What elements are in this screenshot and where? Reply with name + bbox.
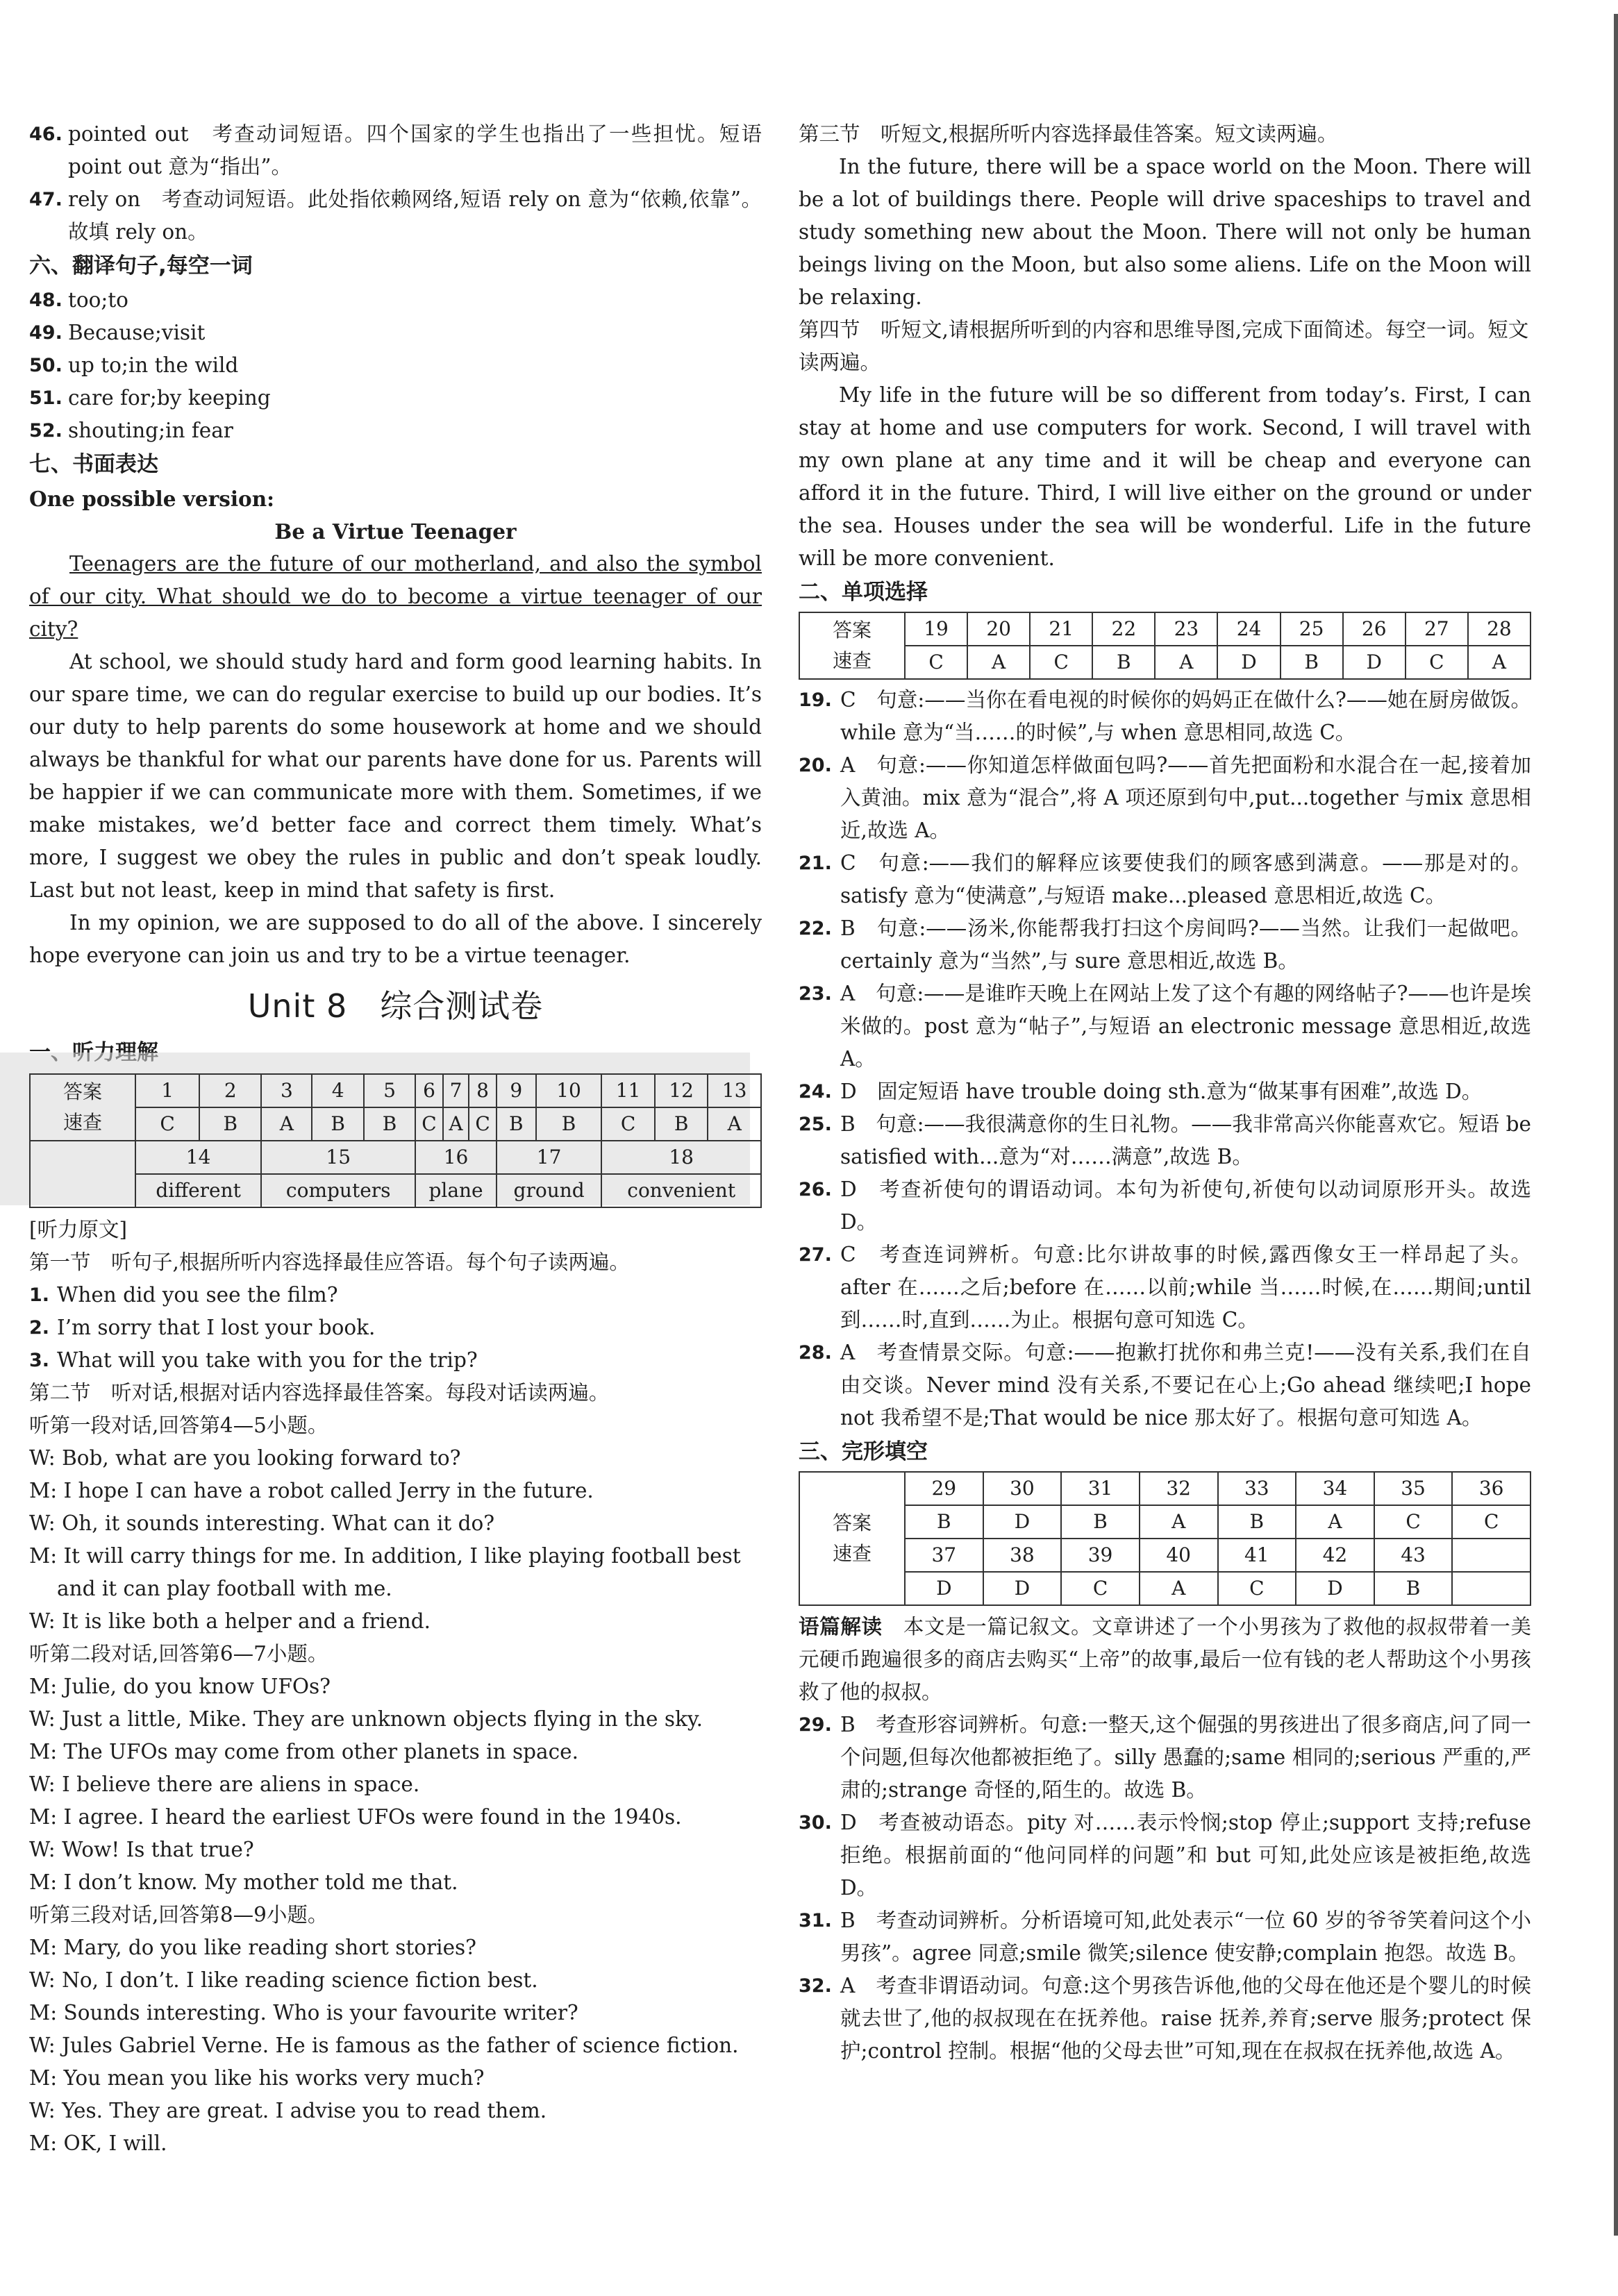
item-number: 22.	[799, 918, 832, 939]
item-number: 46.	[29, 124, 62, 145]
item-number: 30.	[799, 1812, 832, 1834]
item-text: A 考查非谓语动词。句意:这个男孩告诉他,他的父母在他还是个婴儿的时候就去世了,他的叔叔现在在抚养他。raise 抚养,养育;serve 服务;protect 保护;control 控制。根据“他的父母去世”可知,现在在叔叔在抚养他,故选 A。	[840, 1974, 1531, 2063]
table-cell: ground	[497, 1174, 602, 1207]
table-cell: A	[1155, 646, 1217, 679]
dialog-line: W: Wow! Is that true?	[29, 1838, 254, 1861]
dialog1-heading: 听第一段对话,回答第4—5小题。	[29, 1414, 328, 1437]
table-cell: C	[1406, 646, 1468, 679]
answer-item-26	[799, 1173, 1531, 1239]
dialog-line: M: Sounds interesting. Who is your favourite writer?	[29, 2001, 578, 2025]
item-text: What will you take with you for the trip?	[57, 1348, 478, 1372]
table-cell: B	[364, 1107, 415, 1141]
item-text: I’m sorry that I lost your book.	[57, 1316, 376, 1339]
item-text: C 句意:——我们的解释应该要使我们的顾客感到满意。——那是对的。satisfy 意为“使满意”,与短语 make...pleased 意思相近,故选 C。	[840, 851, 1531, 907]
dialog-line: M: OK, I will.	[29, 2131, 167, 2155]
item-number: 52.	[29, 420, 62, 442]
answer-item-27	[799, 1239, 1531, 1336]
table-cell: 26	[1343, 612, 1406, 646]
table-cell	[1452, 1539, 1531, 1572]
item-text: A 句意:——你知道怎样做面包吗?——首先把面粉和水混合在一起,接着加入黄油。mix 意为“混合”,将 A 项还原到句中,put...together 与mix 意思相近,故选 A。	[840, 753, 1531, 842]
table-cell: C	[905, 646, 967, 679]
table-cell: A	[1296, 1505, 1374, 1539]
table-cell: B	[1281, 646, 1343, 679]
table-cell: 37	[905, 1539, 983, 1572]
table-cell: 41	[1218, 1539, 1296, 1572]
answer-item-51	[29, 382, 762, 414]
table-cell: D	[1296, 1572, 1374, 1605]
item-number: 2.	[29, 1317, 50, 1339]
dialog-line: M: The UFOs may come from other planets in space.	[29, 1740, 578, 1763]
dialog-line: W: No, I don’t. I like reading science fiction best.	[29, 1968, 538, 1992]
table-cell: 34	[1296, 1472, 1374, 1505]
table-cell: 19	[905, 612, 967, 646]
item-number: 27.	[799, 1244, 832, 1266]
single-choice-answer-table	[799, 612, 1531, 680]
essay-paragraph-2: At school, we should study hard and form good learning habits. In our spare time, we can do regular exercise to build up our bodies. It’s our duty to help parents do some housework at home and we should always be thankful for what our parents have done for us. Parents will be happier if we can communicate more with them. Sometimes, if we make mistakes, we’d better face and correct them timely. What’s more, I suggest we obey the rules in public and don’t speak loudly. Last but not least, keep in mind that safety is first.	[29, 650, 762, 902]
answer-item-49	[29, 317, 762, 349]
part4-passage: My life in the future will be so different from today’s. First, I can stay at home and use computers for work. Second, I will travel with my own plane at any time and it will be cheap and everyone can afford it in the future. Third, I will live either on the ground or under the sea. Houses under the sea will be wonderful. Life in the future will be more convenient.	[799, 383, 1531, 570]
item-text: B 考查形容词辨析。句意:一整天,这个倔强的男孩进出了很多商店,问了同一个问题,但每次他都被拒绝了。silly 愚蠢的;same 相同的;serious 严重的,严肃的;strange 奇怪的,陌生的。故选 B。	[840, 1713, 1531, 1802]
dialog-line: M: You mean you like his works very much?	[29, 2066, 485, 2090]
essay-paragraph-3: In my opinion, we are supposed to do all of the above. I sincerely hope everyone can join us and try to be a virtue teenager.	[29, 911, 762, 967]
table-cell: C	[1374, 1505, 1453, 1539]
table-cell: 9	[497, 1074, 536, 1107]
dialog-line: W: It is like both a helper and a friend.	[29, 1609, 431, 1633]
table-cell: 4	[312, 1074, 363, 1107]
item-number: 26.	[799, 1179, 832, 1200]
cloze-answer-table	[799, 1471, 1531, 1606]
answer-item-19	[799, 684, 1531, 749]
part3-instruction: 第三节 听短文,根据所听内容选择最佳答案。短文读两遍。	[799, 122, 1338, 146]
item-text: C 句意:——当你在看电视的时候你的妈妈正在做什么?——她在厨房做饭。while 意为“当……的时候”,与 when 意思相同,故选 C。	[840, 688, 1531, 744]
item-text: D 考查祈使句的谓语动词。本句为祈使句,祈使句以动词原形开头。故选 D。	[840, 1178, 1531, 1234]
item-number: 31.	[799, 1910, 832, 1932]
item-number: 23.	[799, 983, 832, 1005]
item-text: A 考查情景交际。句意:——抱歉打扰你和弗兰克!——没有关系,我们在自由交谈。Never mind 没有关系,不要记在心上;Go ahead 继续吧;I hope not 我希望不是;That would be nice 那太好了。根据句意可知选 A。	[840, 1341, 1531, 1430]
essay-paragraph-1: Teenagers are the future of our motherland, and also the symbol of our city. What should we do to become a virtue teenager of our city?	[29, 552, 762, 641]
section-heading-translation: 六、翻译句子,每空一词	[29, 253, 253, 278]
table-cell: 16	[415, 1141, 497, 1174]
dialog-line: W: Jules Gabriel Verne. He is famous as the father of science fiction.	[29, 2034, 739, 2057]
item-text: C 考查连词辨析。句意:比尔讲故事的时候,露西像女王一样昂起了头。after 在……之后;before 在……以前;while 当……时候,在……期间;until 到……时,直到……为止。根据句意可知选 C。	[840, 1243, 1531, 1332]
table-cell: 13	[708, 1074, 761, 1107]
item-text: B 考查动词辨析。分析语境可知,此处表示“一位 60 岁的爷爷笑着问这个小男孩”。agree 同意;smile 微笑;silence 使安静;complain 抱怨。故选 B。	[840, 1909, 1531, 1965]
passage-analysis	[799, 1610, 1531, 1709]
table-cell: 20	[967, 612, 1030, 646]
table-cell: 1	[135, 1074, 199, 1107]
table-cell: A	[1468, 646, 1531, 679]
part3-passage: In the future, there will be a space world on the Moon. There will be a lot of buildings there. People will drive spaceships to travel and study something new about the Moon. There will not only be human beings living on the Moon, but also some aliens. Life on the Moon will be relaxing.	[799, 155, 1531, 309]
table-cell: D	[983, 1505, 1062, 1539]
part4-instruction: 第四节 听短文,请根据所听到的内容和思维导图,完成下面简述。每空一词。短文读两遍。	[799, 318, 1529, 374]
item-text: When did you see the film?	[57, 1283, 338, 1307]
table-cell: B	[1061, 1505, 1140, 1539]
table-cell: C	[135, 1107, 199, 1141]
answer-item-22	[799, 912, 1531, 978]
dialog-line: W: I believe there are aliens in space.	[29, 1773, 420, 1796]
table-cell: 10	[536, 1074, 602, 1107]
table-cell: B	[536, 1107, 602, 1141]
table-label: 答案 速查	[799, 612, 905, 679]
dialog2-heading: 听第二段对话,回答第6—7小题。	[29, 1642, 328, 1666]
answer-item-48	[29, 284, 762, 317]
item-number: 28.	[799, 1342, 832, 1364]
item-number: 32.	[799, 1975, 832, 1997]
table-cell: 31	[1061, 1472, 1140, 1505]
table-cell: B	[1374, 1572, 1453, 1605]
table-cell: computers	[261, 1174, 415, 1207]
left-column	[29, 118, 762, 2160]
answer-item-29	[799, 1709, 1531, 1807]
table-cell: 18	[601, 1141, 761, 1174]
table-cell: 22	[1092, 612, 1155, 646]
answer-item-23	[799, 978, 1531, 1075]
table-cell: D	[1217, 646, 1280, 679]
dialog-line: W: Yes. They are great. I advise you to read them.	[29, 2099, 547, 2122]
table-cell: B	[1218, 1505, 1296, 1539]
table-cell: 17	[497, 1141, 602, 1174]
table-cell: C	[415, 1107, 443, 1141]
section-heading-writing: 七、书面表达	[29, 452, 158, 477]
table-cell: 35	[1374, 1472, 1453, 1505]
answer-item-46	[29, 118, 762, 183]
item-number: 21.	[799, 853, 832, 874]
possible-version-label: One possible version:	[29, 487, 275, 511]
table-cell: A	[261, 1107, 312, 1141]
right-column	[799, 118, 1531, 2068]
answer-item-31	[799, 1904, 1531, 1970]
answer-item-21	[799, 847, 1531, 912]
transcript-item-1	[29, 1279, 762, 1312]
table-cell: 23	[1155, 612, 1217, 646]
item-text: D 考查被动语态。pity 对……表示怜悯;stop 停止;support 支持;refuse 拒绝。根据前面的“他问同样的问题”和 but 可知,此处应该是被拒绝,故选 D。	[840, 1811, 1531, 1900]
listening-answer-table	[29, 1073, 762, 1208]
table-cell: B	[312, 1107, 363, 1141]
item-number: 29.	[799, 1714, 832, 1736]
dialog-line: W: Oh, it sounds interesting. What can it do?	[29, 1511, 495, 1535]
table-cell: C	[1452, 1505, 1531, 1539]
dialog-line: M: Julie, do you know UFOs?	[29, 1675, 331, 1698]
item-number: 20.	[799, 755, 832, 776]
dialog-line: M: Mary, do you like reading short stories?	[29, 1936, 476, 1959]
table-cell: C	[1218, 1572, 1296, 1605]
table-cell: 15	[261, 1141, 415, 1174]
table-cell: C	[469, 1107, 497, 1141]
transcript-heading: [听力原文]	[29, 1218, 128, 1241]
table-cell: 39	[1061, 1539, 1140, 1572]
passage-analysis-text: 本文是一篇记叙文。文章讲述了一个小男孩为了救他的叔叔带着一美元硬币跑遍很多的商店去购买“上帝”的故事,最后一位有钱的老人帮助这个小男孩救了他的叔叔。	[799, 1615, 1531, 1704]
item-number: 49.	[29, 322, 62, 344]
item-text: A 句意:——是谁昨天晚上在网站上发了这个有趣的网络帖子?——也许是埃米做的。post 意为“帖子”,与短语 an electronic message 意思相近,故选 A。	[840, 982, 1531, 1071]
table-cell: 8	[469, 1074, 497, 1107]
item-number: 19.	[799, 689, 832, 711]
dialog-line: M: It will carry things for me. In addition, I like playing football best and it can play football with me.	[29, 1544, 741, 1600]
table-cell: 25	[1281, 612, 1343, 646]
table-cell: 11	[601, 1074, 655, 1107]
table-cell: 32	[1140, 1472, 1218, 1505]
table-cell	[1452, 1572, 1531, 1605]
answer-item-50	[29, 349, 762, 382]
item-number: 47.	[29, 189, 62, 210]
item-text: care for;by keeping	[68, 386, 271, 410]
answer-item-52	[29, 414, 762, 447]
item-text: pointed out 考查动词短语。四个国家的学生也指出了一些担忧。短语point out 意为“指出”。	[68, 122, 762, 178]
item-number: 24.	[799, 1081, 832, 1103]
item-text: too;to	[68, 288, 128, 312]
dialog-line: W: Just a little, Mike. They are unknown objects flying in the sky.	[29, 1707, 703, 1731]
table-cell: A	[1140, 1572, 1218, 1605]
answer-item-47	[29, 183, 762, 249]
item-text: up to;in the wild	[68, 353, 239, 377]
item-text: B 句意:——我很满意你的生日礼物。——我非常高兴你能喜欢它。短语 be satisfied with...意为“对……满意”,故选 B。	[840, 1112, 1531, 1168]
table-cell: C	[1061, 1572, 1140, 1605]
table-cell: 7	[443, 1074, 469, 1107]
table-cell: D	[983, 1572, 1062, 1605]
essay-title: Be a Virtue Teenager	[274, 519, 517, 544]
part2-instruction: 第二节 听对话,根据对话内容选择最佳答案。每段对话读两遍。	[29, 1381, 610, 1405]
item-text: shouting;in fear	[68, 419, 233, 442]
table-label	[30, 1141, 135, 1207]
table-cell: 40	[1140, 1539, 1218, 1572]
dialog-line: W: Bob, what are you looking forward to?	[29, 1446, 461, 1470]
table-cell: 42	[1296, 1539, 1374, 1572]
table-cell: B	[1092, 646, 1155, 679]
item-number: 51.	[29, 387, 62, 409]
section-heading-cloze: 三、完形填空	[799, 1439, 928, 1464]
part1-instruction: 第一节 听句子,根据所听内容选择最佳应答语。每个句子读两遍。	[29, 1250, 630, 1274]
table-cell: 12	[655, 1074, 708, 1107]
table-cell: D	[905, 1572, 983, 1605]
item-text: D 固定短语 have trouble doing sth.意为“做某事有困难”,故选 D。	[840, 1080, 1483, 1103]
table-cell: D	[1343, 646, 1406, 679]
item-number: 1.	[29, 1284, 50, 1306]
table-cell: 33	[1218, 1472, 1296, 1505]
section-heading-single-choice: 二、单项选择	[799, 580, 928, 605]
dialog-line: M: I agree. I heard the earliest UFOs were found in the 1940s.	[29, 1805, 682, 1829]
transcript-item-2	[29, 1312, 762, 1344]
table-cell: B	[199, 1107, 261, 1141]
table-cell: convenient	[601, 1174, 761, 1207]
table-cell: A	[443, 1107, 469, 1141]
table-cell: plane	[415, 1174, 497, 1207]
answer-item-32	[799, 1970, 1531, 2068]
unit-title: Unit 8 综合测试卷	[247, 987, 544, 1025]
table-cell: B	[905, 1505, 983, 1539]
answer-item-28	[799, 1336, 1531, 1434]
table-cell: 30	[983, 1472, 1062, 1505]
table-cell: A	[708, 1107, 761, 1141]
table-cell: B	[497, 1107, 536, 1141]
table-label: 答案 速查	[30, 1074, 135, 1141]
item-text: Because;visit	[68, 321, 206, 344]
table-cell: 38	[983, 1539, 1062, 1572]
item-number: 50.	[29, 355, 62, 376]
table-cell: 43	[1374, 1539, 1453, 1572]
table-cell: 14	[135, 1141, 261, 1174]
table-cell: A	[967, 646, 1030, 679]
table-cell: 5	[364, 1074, 415, 1107]
table-cell: C	[1030, 646, 1092, 679]
item-number: 48.	[29, 290, 62, 311]
item-number: 25.	[799, 1114, 832, 1135]
answer-item-24	[799, 1075, 1531, 1108]
table-label: 答案 速查	[799, 1472, 905, 1605]
answer-item-20	[799, 749, 1531, 847]
passage-analysis-label: 语篇解读	[799, 1614, 883, 1639]
table-cell: 21	[1030, 612, 1092, 646]
dialog-line: M: I hope I can have a robot called Jerry in the future.	[29, 1479, 594, 1502]
item-number: 3.	[29, 1350, 50, 1371]
table-cell: 36	[1452, 1472, 1531, 1505]
item-text: B 句意:——汤米,你能帮我打扫这个房间吗?——当然。让我们一起做吧。certainly 意为“当然”,与 sure 意思相近,故选 B。	[840, 916, 1531, 973]
answer-item-30	[799, 1807, 1531, 1904]
item-text: rely on 考查动词短语。此处指依赖网络,短语 rely on 意为“依赖,依靠”。故填 rely on。	[68, 187, 762, 244]
table-cell: C	[601, 1107, 655, 1141]
dialog-line: M: I don’t know. My mother told me that.	[29, 1870, 458, 1894]
table-cell: 24	[1217, 612, 1280, 646]
table-cell: 2	[199, 1074, 261, 1107]
transcript-item-3	[29, 1344, 762, 1377]
table-cell: A	[1140, 1505, 1218, 1539]
page-edge-rule	[1614, 14, 1618, 2236]
table-cell: 6	[415, 1074, 443, 1107]
table-cell: B	[655, 1107, 708, 1141]
dialog3-heading: 听第三段对话,回答第8—9小题。	[29, 1903, 328, 1927]
table-cell: 29	[905, 1472, 983, 1505]
table-cell: 3	[261, 1074, 312, 1107]
answer-item-25	[799, 1108, 1531, 1173]
table-cell: different	[135, 1174, 261, 1207]
table-cell: 28	[1468, 612, 1531, 646]
table-cell: 27	[1406, 612, 1468, 646]
